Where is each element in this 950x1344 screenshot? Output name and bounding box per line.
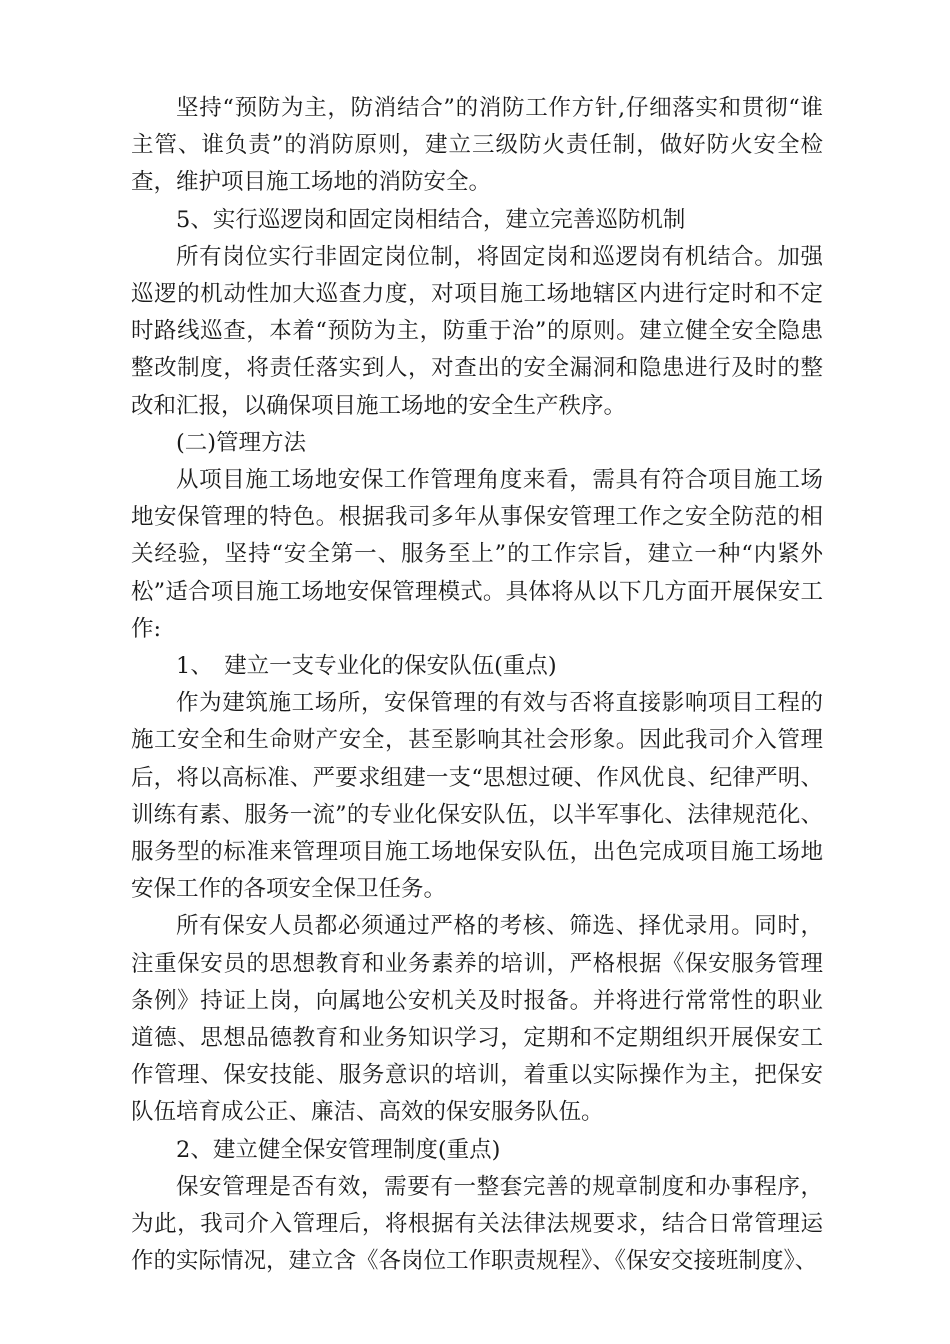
paragraph-fire-prevention: 坚持“预防为主，防消结合”的消防工作方针,仔细落实和贯彻“谁主管、谁负责”的消防原则，建立三级防火责任制，做好防火安全检查，维护项目施工场地的消防安全。 [131, 95, 823, 196]
paragraph-management-intro: 从项目施工场地安保工作管理角度来看，需具有符合项目施工场地安保管理的特色。根据我司多年从事保安管理工作之安全防范的相关经验，坚持“安全第一、服务至上”的工作宗旨，建立一种“内紧外松”适合项目施工场地安保管理模式。具体将从以下几方面开展保安工作: [131, 467, 823, 642]
heading-management-method: (二)管理方法 [176, 429, 307, 456]
paragraph-management-system: 保安管理是否有效，需要有一整套完善的规章制度和办事程序，为此，我司介入管理后，将根据有关法律法规要求，结合日常管理运作的实际情况，建立含《各岗位工作职责规程》、《保安交接班制度》、 [131, 1173, 823, 1275]
heading-patrol-mechanism: 5、实行巡逻岗和固定岗相结合，建立完善巡防机制 [176, 206, 686, 233]
paragraph-security-team: 作为建筑施工场所，安保管理的有效与否将直接影响项目工程的施工安全和生命财产安全，甚至影响其社会形象。因此我司介入管理后，将以高标准、严要求组建一支“思想过硬、作风优良、纪律严明、训练有素、服务一流”的专业化保安队伍，以半军事化、法律规范化、服务型的标准来管理项目施工场地保安队伍，出色完成项目施工场地安保工作的各项安全保卫任务。 [131, 690, 823, 903]
heading-security-team-number: 1、 [176, 653, 213, 680]
paragraph-patrol: 所有岗位实行非固定岗位制，将固定岗和巡逻岗有机结合。加强巡逻的机动性加大巡查力度，对项目施工场地辖区内进行定时和不定时路线巡查，本着“预防为主，防重于治”的原则。建立健全安全隐患整改制度，将责任落实到人，对查出的安全漏洞和隐患进行及时的整改和汇报，以确保项目施工场地的安全生产秩序。 [131, 243, 823, 419]
heading-security-team [131, 648, 823, 685]
paragraph-personnel-training: 所有保安人员都必须通过严格的考核、筛选、择优录用。同时，注重保安员的思想教育和业务素养的培训，严格根据《保安服务管理条例》持证上岗，向属地公安机关及时报备。并将进行常常性的职业道德、思想品德教育和业务知识学习，定期和不定期组织开展保安工作管理、保安技能、服务意识的培训，着重以实际操作为主，把保安队伍培育成公正、廉洁、高效的保安服务队伍。 [131, 913, 823, 1126]
heading-security-team-text: 建立一支专业化的保安队伍(重点) [224, 653, 557, 680]
document-body [131, 90, 823, 1281]
heading-management-system: 2、建立健全保安管理制度(重点) [176, 1136, 501, 1163]
